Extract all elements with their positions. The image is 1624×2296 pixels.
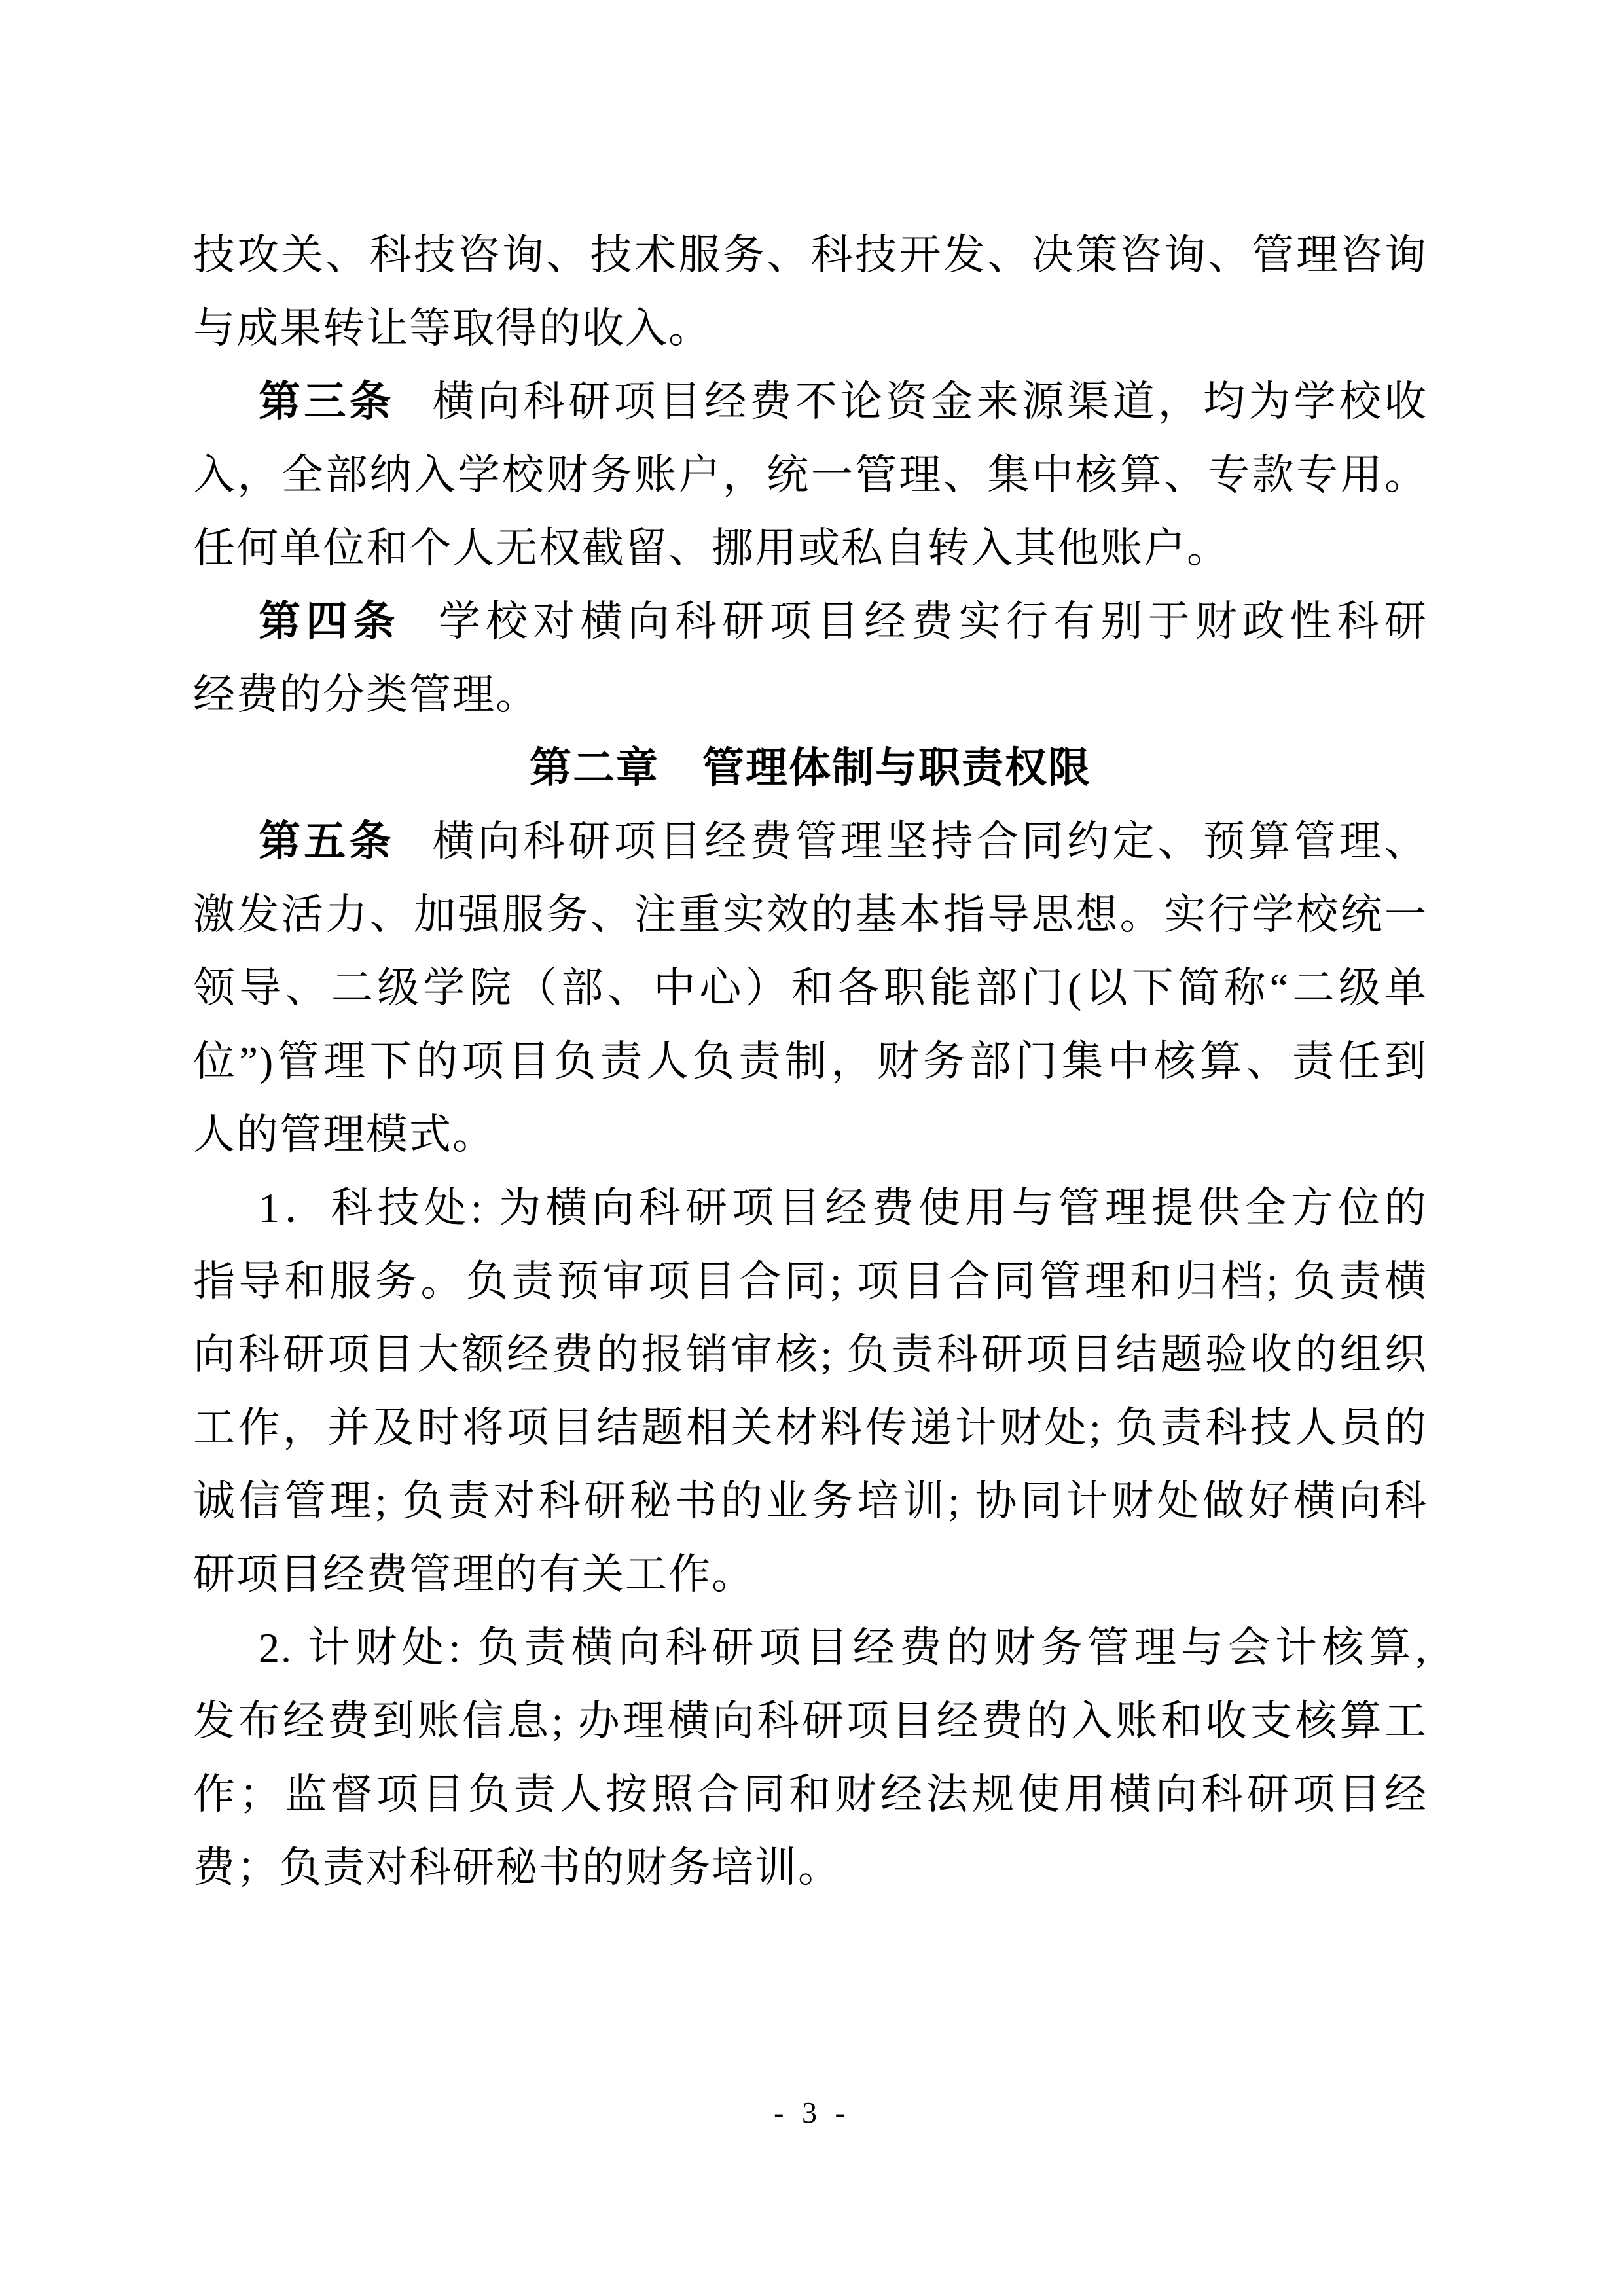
page-number: - 3 - (774, 2096, 850, 2129)
text-line: 费；负责对科研秘书的财务培训。 (193, 1844, 841, 1891)
text-line: 作；监督项目负责人按照合同和财经法规使用横向科研项目经 (193, 1771, 1428, 1818)
text-line: 研项目经费管理的有关工作。 (193, 1551, 755, 1598)
text-line (193, 585, 1428, 658)
text-line: 发布经费到账信息; 办理横向科研项目经费的入账和收支核算工 (193, 1698, 1428, 1744)
line-text: 横向科研项目经费管理坚持合同约定、预算管理、 (432, 818, 1428, 865)
text-line (193, 805, 1428, 878)
article-label: 第五条 (259, 818, 395, 865)
article-label: 第三条 (259, 378, 395, 425)
text-line: 2. 计财处: 负责横向科研项目经费的财务管理与会计核算, (259, 1624, 1428, 1671)
text-line: 1．科技处: 为横向科研项目经费使用与管理提供全方位的 (259, 1185, 1428, 1231)
text-line: 向科研项目大额经费的报销审核; 负责科研项目结题验收的组织 (193, 1331, 1428, 1378)
line-text: 横向科研项目经费不论资金来源渠道，均为学校收 (432, 378, 1428, 425)
text-line: 技攻关、科技咨询、技术服务、科技开发、决策咨询、管理咨询 (193, 232, 1428, 278)
text-line: 指导和服务。负责预审项目合同; 项目合同管理和归档; 负责横 (193, 1258, 1428, 1304)
text-line: 任何单位和个人无权截留、挪用或私自转入其他账户。 (193, 525, 1230, 571)
text-line: 激发活力、加强服务、注重实效的基本指导思想。实行学校统一 (193, 891, 1428, 938)
article-label: 第四条 (259, 598, 401, 645)
text-line: 位”)管理下的项目负责人负责制，财务部门集中核算、责任到 (193, 1038, 1428, 1085)
text-line: 与成果转让等取得的收入。 (193, 305, 712, 351)
document-body (193, 219, 1428, 1905)
text-line: 领导、二级学院（部、中心）和各职能部门(以下简称“二级单 (193, 965, 1428, 1011)
text-line: 经费的分类管理。 (193, 672, 539, 718)
text-line: 工作，并及时将项目结题相关材料传递计财处; 负责科技人员的 (193, 1405, 1428, 1451)
text-line: 人的管理模式。 (193, 1111, 496, 1158)
line-text: 学校对横向科研项目经费实行有别于财政性科研 (438, 598, 1428, 645)
chapter-heading: 第二章 管理体制与职责权限 (530, 745, 1091, 791)
text-line (193, 365, 1428, 439)
text-line: 入，全部纳入学校财务账户，统一管理、集中核算、专款专用。 (193, 452, 1428, 498)
text-line: 诚信管理; 负责对科研秘书的业务培训; 协同计财处做好横向科 (193, 1478, 1428, 1524)
